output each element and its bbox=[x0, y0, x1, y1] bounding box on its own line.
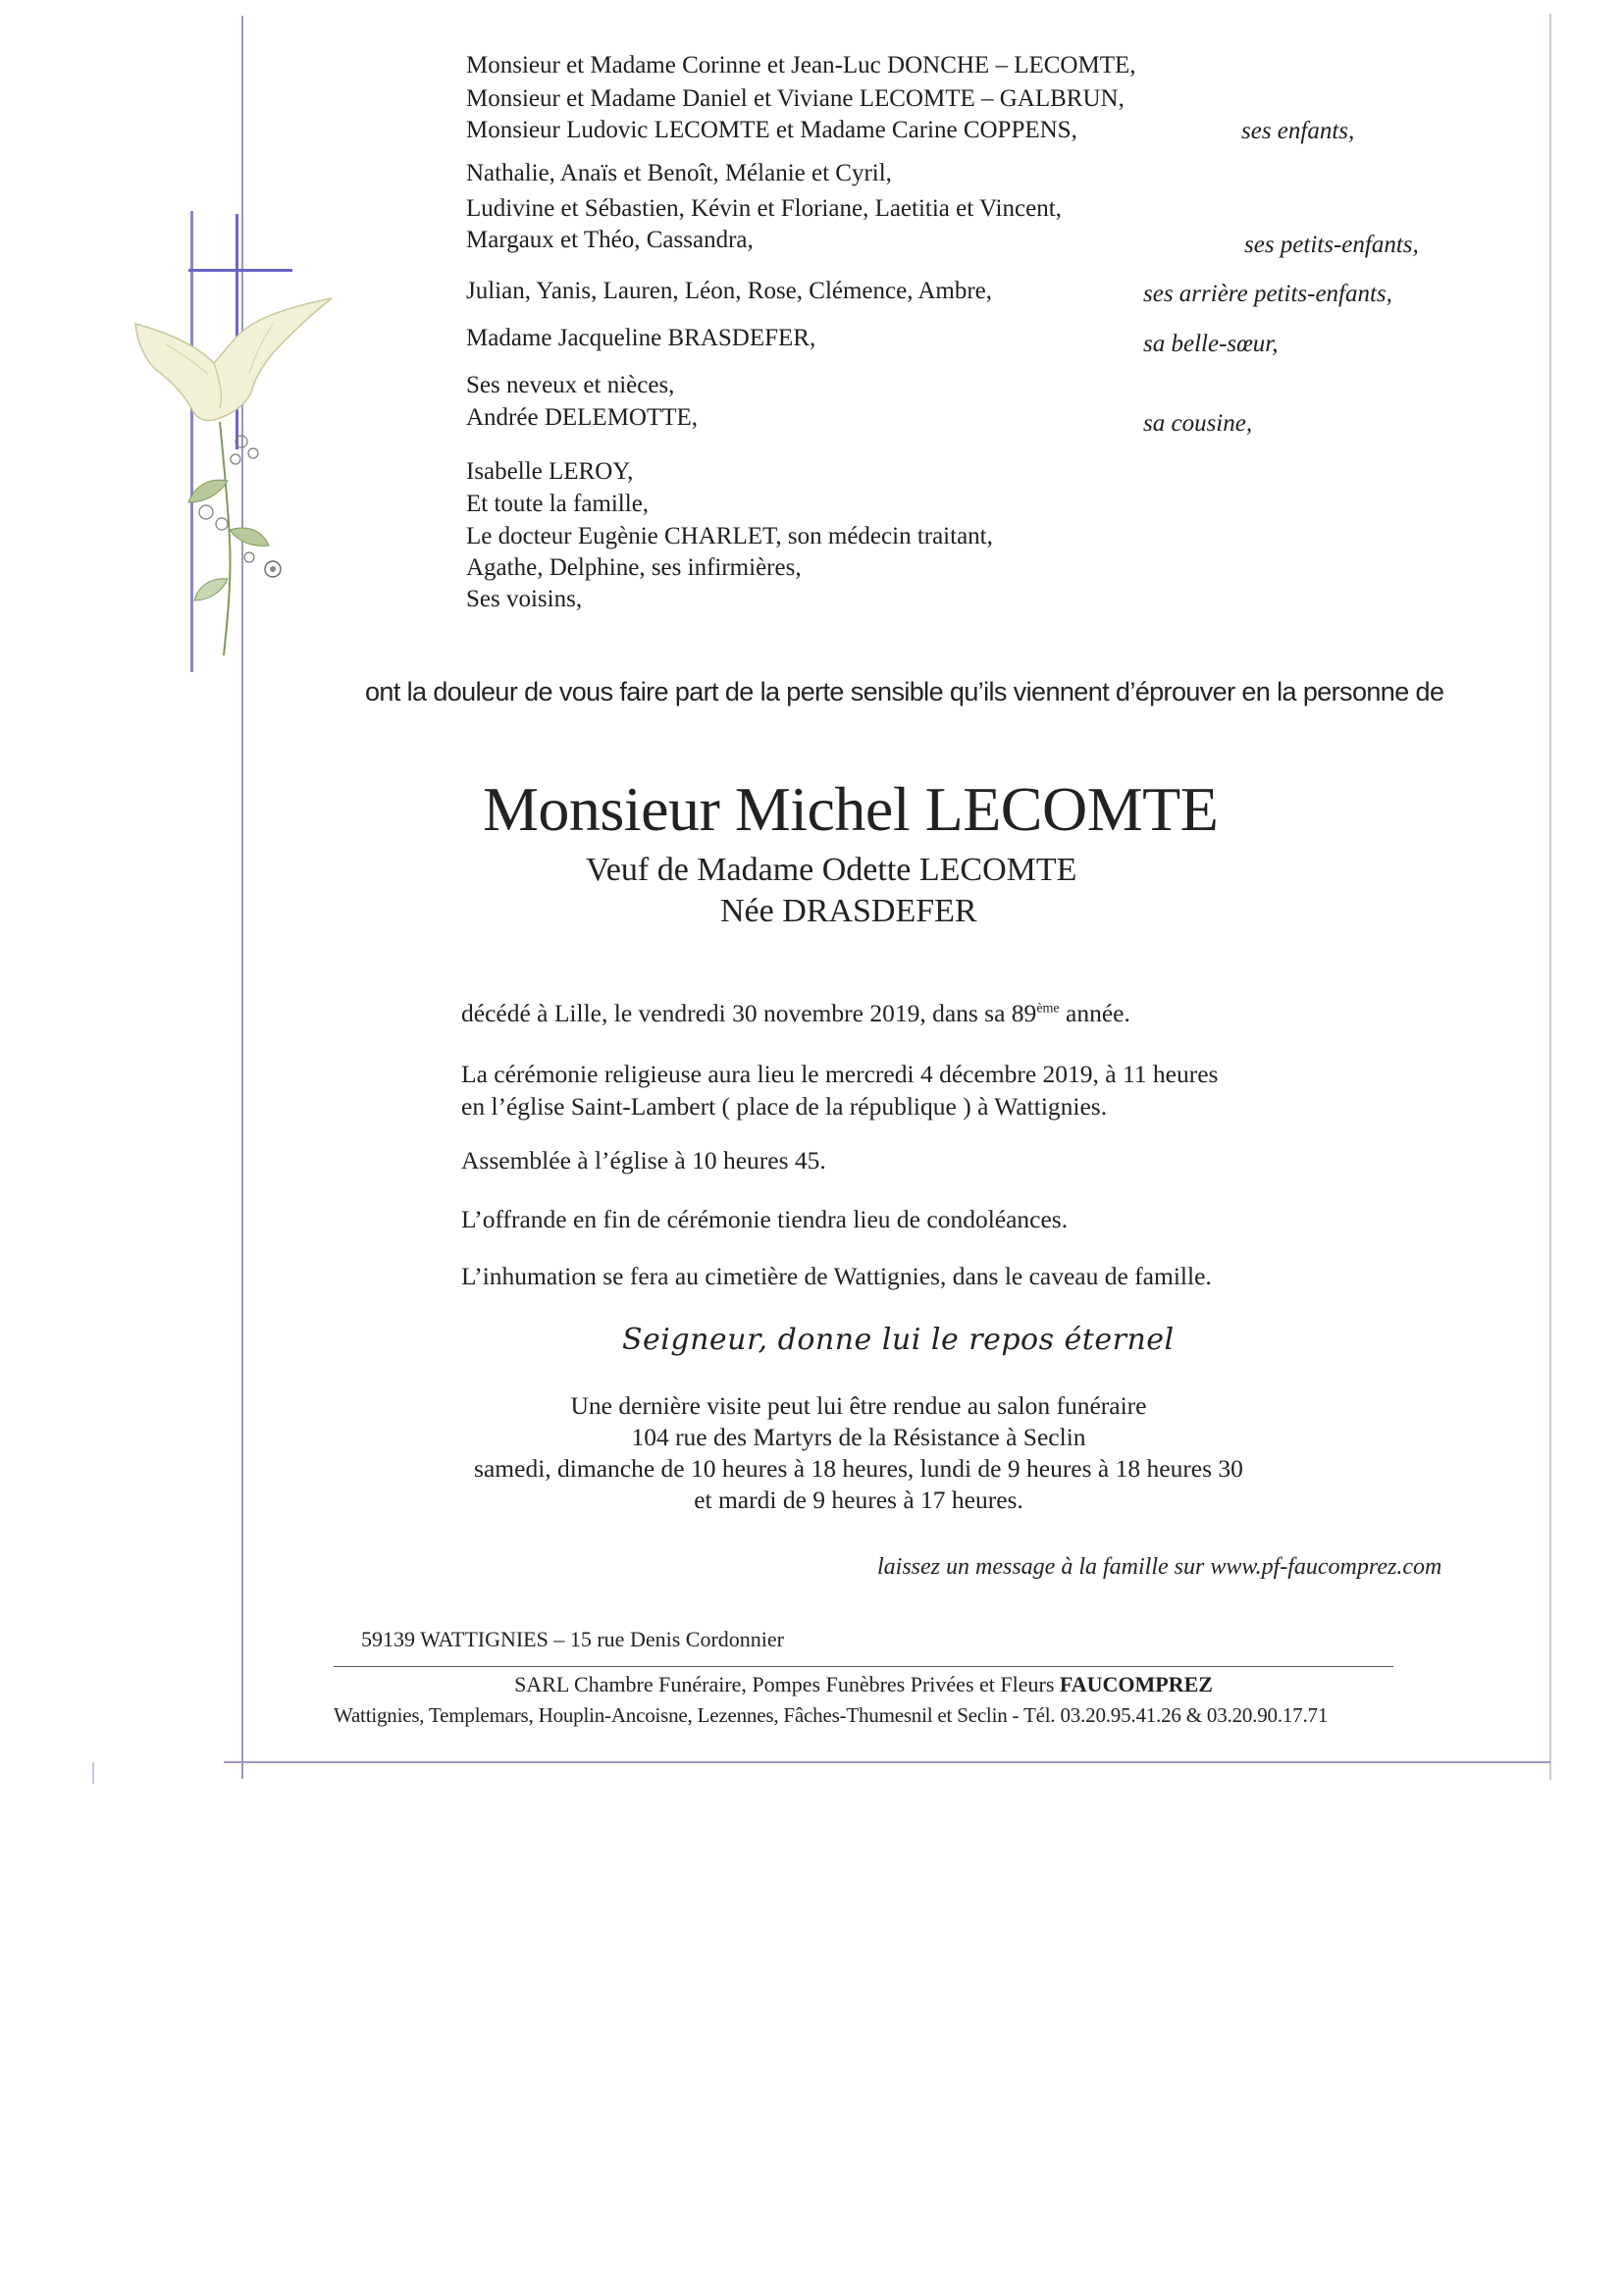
sister-in-law-role: sa belle-sœur, bbox=[1143, 331, 1279, 357]
visit-line-4: et mardi de 9 heures à 17 heures. bbox=[694, 1486, 1023, 1514]
others-line-1: Isabelle LEROY, bbox=[466, 458, 634, 485]
grandchildren-role: ses petits-enfants, bbox=[1244, 232, 1419, 258]
others-line-2: Et toute la famille, bbox=[466, 491, 650, 517]
sister-in-law-line: Madame Jacqueline BRASDEFER, bbox=[466, 325, 816, 351]
ceremony-line-2: en l’église Saint-Lambert ( place de la république ) à Wattignies. bbox=[461, 1092, 1108, 1121]
visit-line-1: Une dernière visite peut lui être rendue au salon funéraire bbox=[570, 1391, 1147, 1420]
death-line-suffix: année. bbox=[1059, 999, 1130, 1027]
assembly-line: Assemblée à l’église à 10 heures 45. bbox=[461, 1146, 826, 1174]
offering-line: L’offrande en fin de cérémonie tiendra lieu de condoléances. bbox=[461, 1205, 1069, 1233]
grandchildren-line-2: Ludivine et Sébastien, Kévin et Floriane, Laetitia et Vincent, bbox=[466, 195, 1062, 222]
death-line-prefix: décédé à Lille, le vendredi 30 novembre 2019, dans sa 89 bbox=[461, 999, 1037, 1027]
others-line-4: Agathe, Delphine, ses infirmières, bbox=[466, 554, 802, 581]
frame-bottom-edge-left bbox=[92, 1762, 94, 1784]
prayer-line: Seigneur, donne lui le repos éternel bbox=[622, 1323, 1175, 1357]
grandchildren-line-3: Margaux et Théo, Cassandra, bbox=[466, 227, 754, 253]
great-grandchildren-line: Julian, Yanis, Lauren, Léon, Rose, Clémence, Ambre, bbox=[466, 278, 993, 304]
others-line-5: Ses voisins, bbox=[466, 586, 583, 612]
visit-line-3: samedi, dimanche de 10 heures à 18 heures, lundi de 9 heures à 18 heures 30 bbox=[474, 1454, 1243, 1483]
cousin-line: Andrée DELEMOTTE, bbox=[466, 404, 699, 431]
death-line bbox=[461, 999, 1130, 1028]
announcement-intro: ont la douleur de vous faire part de la perte sensible qu’ils viennent d’éprouver en la personne de bbox=[365, 677, 1444, 706]
great-grandchildren-role: ses arrière petits-enfants, bbox=[1143, 281, 1392, 307]
dove-and-flowers-icon bbox=[126, 285, 351, 657]
grandchildren-line-1: Nathalie, Anaïs et Benoît, Mélanie et Cyril, bbox=[466, 160, 892, 186]
burial-line: L’inhumation se fera au cimetière de Wattignies, dans le caveau de famille. bbox=[461, 1262, 1212, 1290]
footer-divider bbox=[334, 1666, 1393, 1667]
footer-company-name: FAUCOMPREZ bbox=[1059, 1672, 1213, 1696]
children-line-2: Monsieur et Madame Daniel et Viviane LECOMTE – GALBRUN, bbox=[466, 85, 1125, 112]
frame-bottom-line bbox=[224, 1761, 1550, 1763]
visit-line-2: 104 rue des Martyrs de la Résistance à Seclin bbox=[631, 1423, 1086, 1451]
cousin-role: sa cousine, bbox=[1143, 410, 1253, 437]
nephews-line: Ses neveux et nièces, bbox=[466, 372, 675, 398]
born-line: Née DRASDEFER bbox=[720, 893, 977, 929]
death-line-sup: ème bbox=[1036, 1001, 1060, 1017]
funeral-home-address: 59139 WATTIGNIES – 15 rue Denis Cordonnier bbox=[361, 1627, 784, 1651]
footer-company-prefix: SARL Chambre Funéraire, Pompes Funèbres Privées et Fleurs bbox=[514, 1672, 1060, 1696]
footer-company-line bbox=[334, 1672, 1393, 1697]
children-role: ses enfants, bbox=[1241, 118, 1355, 144]
deceased-name: Monsieur Michel LECOMTE bbox=[483, 774, 1219, 844]
frame-right-line bbox=[1549, 14, 1551, 1780]
widow-line: Veuf de Madame Odette LECOMTE bbox=[586, 852, 1077, 888]
footer-locations-line: Wattignies, Templemars, Houplin-Ancoisne, Lezennes, Fâches-Thumesnil et Seclin - Tél. 03.20.95.41.26 & 03.20.90.17.71 bbox=[334, 1703, 1329, 1727]
children-line-1: Monsieur et Madame Corinne et Jean-Luc DONCHE – LECOMTE, bbox=[466, 52, 1136, 78]
children-line-3: Monsieur Ludovic LECOMTE et Madame Carine COPPENS, bbox=[466, 117, 1077, 143]
website-message: laissez un message à la famille sur www.pf-faucomprez.com bbox=[877, 1554, 1442, 1580]
others-line-3: Le docteur Eugènie CHARLET, son médecin traitant, bbox=[466, 523, 993, 549]
ceremony-line-1: La cérémonie religieuse aura lieu le mercredi 4 décembre 2019, à 11 heures bbox=[461, 1060, 1219, 1088]
